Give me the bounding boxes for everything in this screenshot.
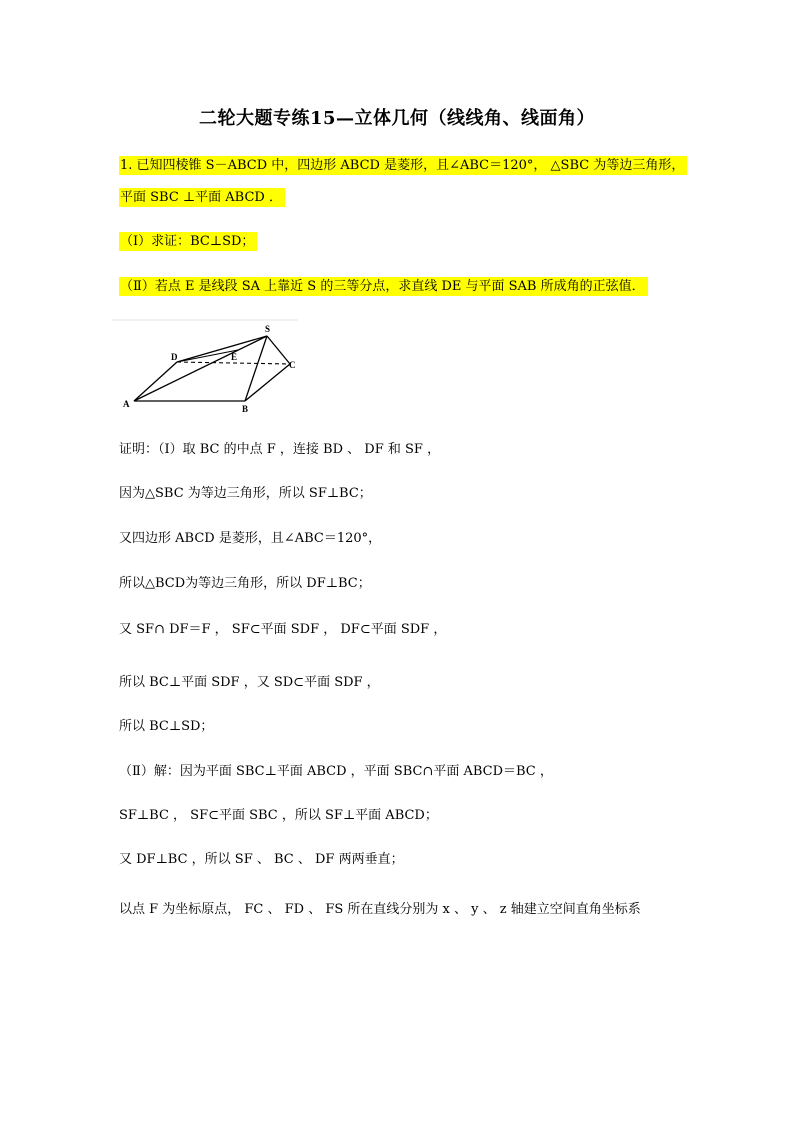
problem-statement-line-2 — [119, 188, 285, 208]
highlight-problem-line-1: 1. 已知四棱锥 S－ABCD 中，四边形 ABCD 是菱形，且∠ABC＝120°， △SBC 为等边三角形， — [119, 156, 687, 175]
highlight-part-2: （Ⅱ）若点 E 是线段 SA 上靠近 S 的三等分点，求直线 DE 与平面 SAB 所成角的正弦值． — [119, 277, 648, 296]
edge-ad — [134, 362, 177, 401]
edge-sa — [134, 336, 267, 401]
label-d: D — [171, 352, 178, 362]
page-title: 二轮大题专练15—立体几何（线线角、线面角） — [198, 108, 596, 129]
segment-de — [177, 350, 238, 362]
solution-line-6: 所以 BC⊥平面 SDF ，又 SD⊂平面 SDF ， — [119, 675, 380, 690]
solution-line-8: （Ⅱ）解：因为平面 SBC⊥平面 ABCD ，平面 SBC∩平面 ABCD＝BC ， — [119, 764, 553, 779]
solution-line-7: 所以 BC⊥SD； — [119, 719, 214, 734]
label-a: A — [123, 399, 130, 409]
solution-line-11: 以点 F 为坐标原点， FC 、 FD 、 FS 所在直线分别为 x 、 y 、 z 轴建立空间直角坐标系 — [119, 902, 641, 917]
solution-line-10: 又 DF⊥BC ，所以 SF 、 BC 、 DF 两两垂直； — [119, 852, 404, 867]
pyramid-figure — [112, 316, 312, 420]
solution-line-4: 所以△BCD为等边三角形，所以 DF⊥BC； — [119, 576, 371, 591]
solution-line-5: 又 SF∩ DF＝F ， SF⊂平面 SDF ， DF⊂平面 SDF ， — [119, 622, 447, 637]
label-e: E — [231, 352, 238, 362]
solution-line-1: 证明：（Ⅰ）取 BC 的中点 F ，连接 BD 、 DF 和 SF ， — [119, 442, 441, 457]
edge-dc-hidden — [177, 362, 290, 364]
solution-line-2: 因为△SBC 为等边三角形，所以 SF⊥BC； — [119, 486, 372, 501]
problem-part-1 — [119, 232, 257, 252]
label-s: S — [265, 324, 271, 334]
problem-statement-line-1 — [119, 156, 687, 176]
label-c: C — [289, 360, 296, 370]
solution-line-3: 又四边形 ABCD 是菱形，且∠ABC＝120°， — [119, 531, 382, 546]
label-b: B — [242, 404, 249, 414]
solution-line-9: SF⊥BC ， SF⊂平面 SBC ，所以 SF⊥平面 ABCD； — [119, 808, 438, 823]
highlight-part-1: （Ⅰ）求证：BC⊥SD； — [119, 232, 257, 251]
highlight-problem-line-2: 平面 SBC ⊥平面 ABCD ． — [119, 188, 285, 207]
edge-sc — [267, 336, 290, 364]
problem-part-2 — [119, 277, 648, 297]
